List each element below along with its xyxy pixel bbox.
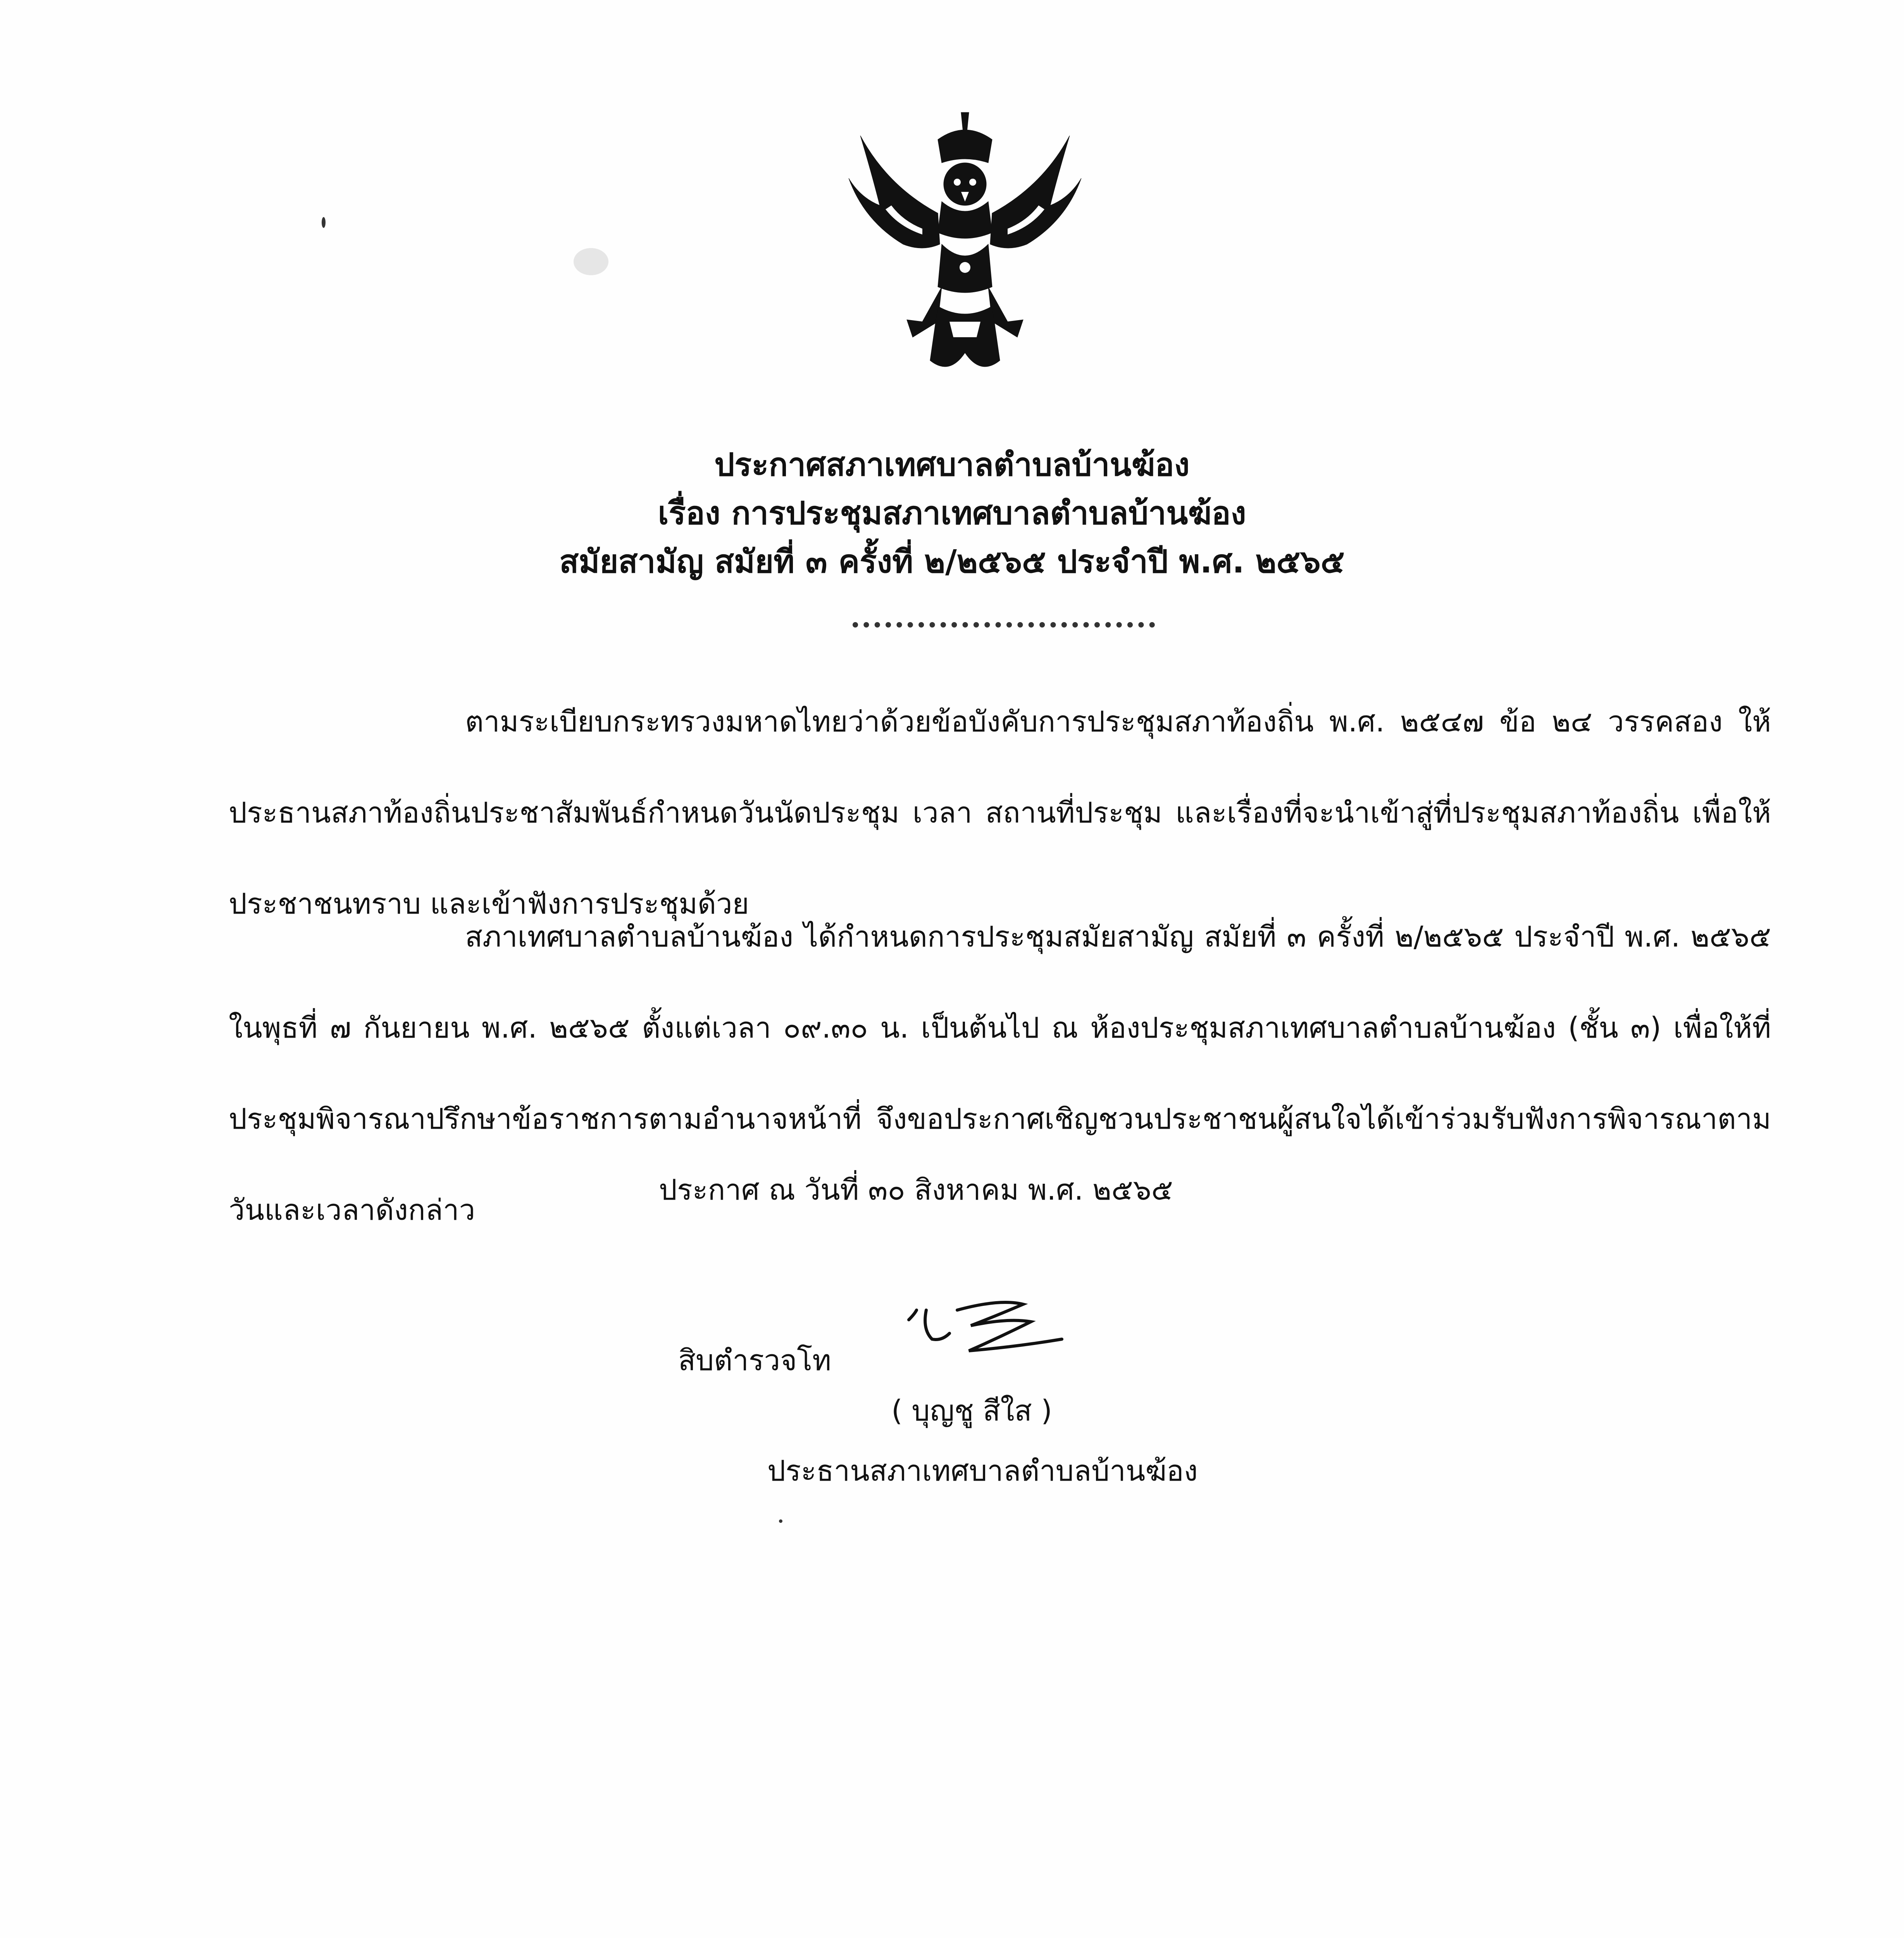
session-line: สมัยสามัญ สมัยที่ ๓ ครั้งที่ ๒/๒๕๖๕ ประจำปี พ.ศ. ๒๕๖๕ (559, 543, 1345, 580)
signer-rank: สิบตำรวจโท (678, 1344, 831, 1377)
signer-name: ( บุญชู สีใส ) (891, 1394, 1053, 1428)
document-subject: เรื่อง การประชุมสภาเทศบาลตำบลบ้านฆ้อง (658, 495, 1246, 532)
paper-smudge (574, 248, 608, 275)
body-paragraph-1: ตามระเบียบกระทรวงมหาดไทยว่าด้วยข้อบังคับการประชุมสภาท้องถิ่น พ.ศ. ๒๕๔๗ ข้อ ๒๔ วรรคสอง ให้ประธานสภาท้องถิ่นประชาสัมพันธ์กำหนดวันนัดประชุม เวลา สถานที่ประชุม และเรื่องที่จะนำเข้าสู่ที่ประชุมสภาท้องถิ่น เพื่อให้ประชาชนทราบ และเข้าฟังการประชุมด้วย (229, 705, 1771, 921)
paper-speck (322, 217, 326, 228)
signer-position: ประธานสภาเทศบาลตำบลบ้านฆ้อง (767, 1454, 1198, 1488)
body-paragraph-2: สภาเทศบาลตำบลบ้านฆ้อง ได้กำหนดการประชุมสมัยสามัญ สมัยที่ ๓ ครั้งที่ ๒/๒๕๖๕ ประจำปี พ.ศ. ๒๕๖๕ ในพุธที่ ๗ กันยายน พ.ศ. ๒๕๖๕ ตั้งแต่เวลา ๐๙.๓๐ น. เป็นต้นไป ณ ห้องประชุมสภาเทศบาลตำบลบ้านฆ้อง (ชั้น ๓) เพื่อให้ที่ประชุมพิจารณาปรึกษาข้อราชการตามอำนาจหน้าที่ จึงขอประกาศเชิญชวนประชาชนผู้สนใจได้เข้าร่วมรับฟังการพิจารณาตามวันและเวลาดังกล่าว (229, 920, 1771, 1227)
dotted-separator (853, 622, 1155, 628)
document-title: ประกาศสภาเทศบาลตำบลบ้านฆ้อง (714, 447, 1190, 483)
paper-speck (779, 1519, 782, 1523)
handwritten-signature (899, 1283, 1081, 1360)
garuda-emblem-icon (845, 105, 1085, 384)
announce-date: ประกาศ ณ วันที่ ๓๐ สิงหาคม พ.ศ. ๒๕๖๕ (659, 1173, 1173, 1207)
